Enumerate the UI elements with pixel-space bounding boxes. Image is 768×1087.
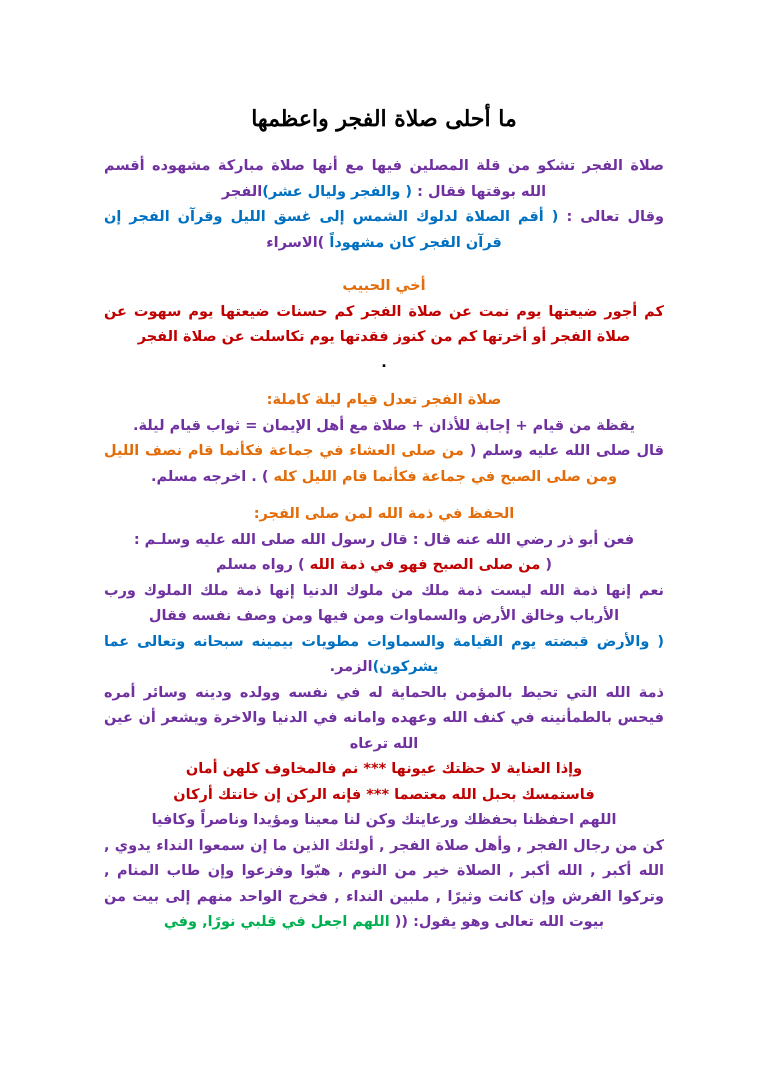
night-hadith-lead: قال صلى الله عليه وسلم ( [469, 443, 664, 459]
night-hadith-close: ) . اخرجه مسلم. [150, 468, 269, 485]
page-title: ما أحلى صلاة الفجر واعظمها [251, 106, 517, 132]
intro-verse-paragraph [104, 205, 664, 256]
night-equation: يقظة من قيام + إجابة للأذان + صلاة مع أهل الإيمان = ثواب قيام ليلة. [132, 417, 636, 434]
protection-heading: الحفظ في ذمة الله لمن صلى الفجر: [253, 506, 515, 522]
night-hadith-text: من صلى العشاء في جماعة فكأنما قام نصف الليل ومن صلى الصبح في جماعة فكأنما قام الليل كله [104, 443, 618, 485]
beloved-dot: . [381, 354, 387, 371]
intro-verse: ( والفجر وليال عشر) [262, 183, 413, 200]
protection-hadith-text: من صلى الصبح فهو في ذمة الله [309, 557, 541, 573]
closing-text: كن من رجال الفجر , وأهل صلاة الفجر , أولئك الذين ما إن سمعوا النداء يدوي , الله أكبر , الله أكبر , الصلاة خير من النوم , هبّوا وفزعوا وإن طاب المنام , وتركوا الفرش وإن كانت وثيرًا , ملبين النداء , فخرج الواحد منهم إلى بيت من بيوت الله تعالى وهو يقول: [104, 837, 664, 930]
intro-verse-ref: الفجر [221, 183, 263, 200]
beloved-paragraph [104, 300, 664, 351]
intro-verse-lead: وقال تعالى : [566, 209, 664, 225]
intro-text: صلاة الفجر تشكو من قلة المصلين فيها مع أنها صلاة مباركة مشهوده أقسم الله بوقتها فقال : [104, 158, 664, 200]
poem-line-1: وإذا العناية لا حظتك عيونها *** نم فالمخاوف كلهن أمان [185, 761, 583, 777]
zumar-verse: ( والأرض قبضته يوم القيامة والسماوات مطويات بيمينه سبحانه وتعالى عما يشركون) [104, 633, 664, 675]
night-hadith-paragraph [104, 439, 664, 490]
beloved-text: كم أجور ضيعتها يوم نمت عن صلاة الفجر كم حسنات ضيعتها يوم سهوت عن صلاة الفجر أو أخرتها كم من كنوز فقدتها يوم تكاسلت عن صلاة الفجر [104, 303, 664, 345]
beloved-heading: أخي الحبيب [342, 278, 426, 294]
night-heading: صلاة الفجر تعدل قيام ليلة كاملة: [266, 392, 502, 408]
closing-dua: اللهم احفظنا بحفظك ورعايتك وكن لنا معينا ومؤيدا وناصراً وكافيا [151, 812, 617, 828]
isra-verse-ref: )الاسراء [266, 234, 325, 251]
protection-narration: فعن أبو ذر رضي الله عنه قال : قال رسول الله صلى الله عليه وسلـم : [133, 531, 635, 548]
closing-dua-open: (( [394, 914, 408, 930]
isra-verse: ( أقم الصلاة لدلوك الشمس إلى غسق الليل وقرآن الفجر إن قرآن الفجر كان مشهوداً [104, 209, 559, 251]
protection-hadith-close: ) رواه مسلم [215, 557, 305, 573]
intro-paragraph [104, 154, 664, 205]
protection-hadith-open: ( [545, 557, 553, 573]
poem-line-2: فاستمسك بحبل الله معتصما *** فإنه الركن إن خانتك أركان [173, 786, 595, 803]
protection-hadith-paragraph [104, 553, 664, 579]
dhimma-paragraph: ذمة الله التي تحيط بالمؤمن بالحماية له في نفسه وولده ودينه وسائر أمره فيحس بالطمأنينه في كنف الله وعهده وامانه في الدنيا والاخرة ويشعر أن عين الله ترعاه [104, 684, 664, 752]
closing-paragraph [104, 834, 664, 936]
closing-dua-text: اللهم اجعل في قلبي نورًا, وفي [163, 914, 390, 930]
protection-explain: نعم إنها ذمة الله ليست ذمة ملك من ملوك الدنيا إنها ذمة ملك الملوك ورب الأرباب وخالق الأرض والسماوات ومن فيها ومن وصف نفسه فقال [104, 582, 664, 624]
zumar-paragraph [104, 630, 664, 681]
document-page [104, 104, 664, 936]
zumar-verse-ref: الزمر. [329, 659, 373, 675]
